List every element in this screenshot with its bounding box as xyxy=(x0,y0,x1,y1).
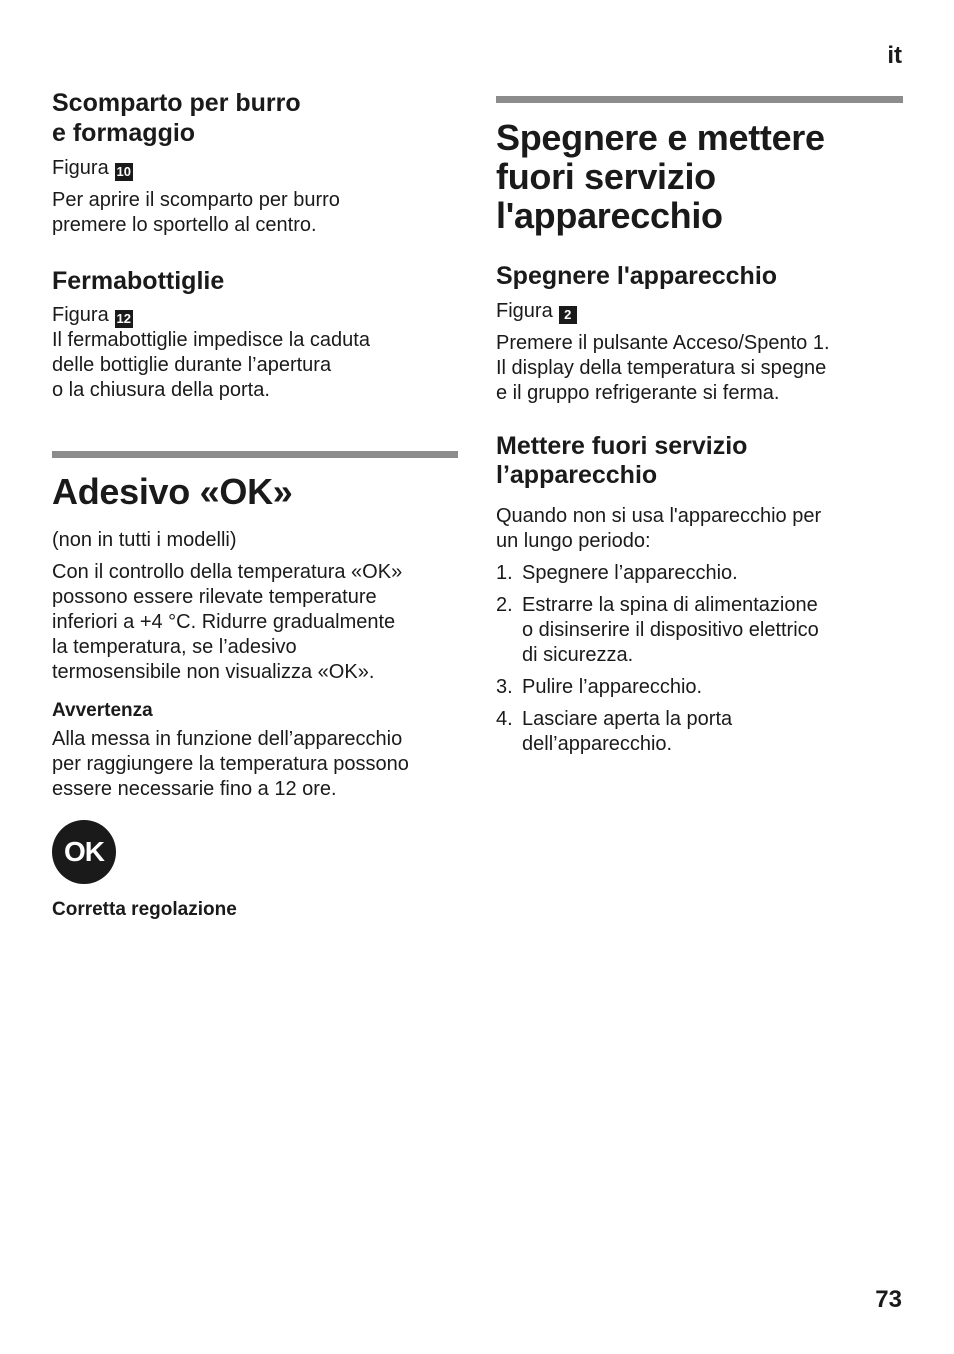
list-item: 1. Spegnere l’apparecchio. xyxy=(496,562,738,584)
section-divider xyxy=(52,451,458,458)
bottle-stopper-text: Il fermabottiglie impedisce la caduta delle bottiglie durante l’apertura o la chiusura della porta. xyxy=(52,329,370,401)
figure-ref: Figura 12 xyxy=(52,304,131,326)
ok-sticker-title: Adesivo «OK» xyxy=(52,471,293,512)
ok-sticker-text: Con il controllo della temperatura «OK» possono essere rilevate temperature inferiori a +4 °C. Ridurre gradualmente la temperatura, se l’adesivo termosensibile non visualizza «OK». xyxy=(52,561,403,683)
switch-off-text: Premere il pulsante Acceso/Spento 1. Il display della temperatura si spegne e il gruppo refrigerante si ferma. xyxy=(496,332,830,404)
butter-compartment-text: Per aprire il scomparto per burro premere lo sportello al centro. xyxy=(52,189,340,236)
decommission-title: Mettere fuori servizio l’apparecchio xyxy=(496,432,748,489)
note-title: Avvertenza xyxy=(52,700,153,721)
section-divider xyxy=(496,96,903,103)
figure-number-badge: 10 xyxy=(116,164,131,179)
note-text: Alla messa in funzione dell’apparecchio per raggiungere la temperatura possono essere necessarie fino a 12 ore. xyxy=(52,728,409,800)
decommission-steps xyxy=(496,561,903,757)
figure-number-badge: 2 xyxy=(559,306,577,324)
main-section-title: Spegnere e mettere fuori servizio l'apparecchio xyxy=(496,117,825,236)
switch-off-title: Spegnere l'apparecchio xyxy=(496,262,778,290)
butter-compartment-section xyxy=(52,88,458,238)
page-number: 73 xyxy=(875,1286,902,1313)
figure-ref: Figura 10 xyxy=(52,157,131,179)
language-marker: it xyxy=(887,42,902,69)
decommission-intro: Quando non si usa l'apparecchio per un lungo periodo: xyxy=(496,505,822,552)
figure-number-badge: 12 xyxy=(116,311,131,326)
ok-sticker-subtitle: (non in tutti i modelli) xyxy=(52,529,237,551)
ok-sticker-caption: Corretta regolazione xyxy=(52,899,237,920)
list-item: 4. Lasciare aperta la porta dell’apparecchio. xyxy=(496,708,733,755)
bottle-stopper-title: Fermabottiglie xyxy=(52,267,225,295)
figure-ref: Figura 2 xyxy=(496,299,903,324)
ok-sticker-section xyxy=(52,451,458,922)
switch-off-decommission-section xyxy=(496,96,903,764)
list-item: 2. Estrarre la spina di alimentazione o disinserire il dispositivo elettrico di sicurezza. xyxy=(496,594,819,666)
ok-sticker-icon: OK xyxy=(52,820,116,884)
bottle-stopper-section xyxy=(52,266,458,403)
butter-compartment-title: Scomparto per burro e formaggio xyxy=(52,89,301,147)
list-item: 3. Pulire l’apparecchio. xyxy=(496,676,703,698)
